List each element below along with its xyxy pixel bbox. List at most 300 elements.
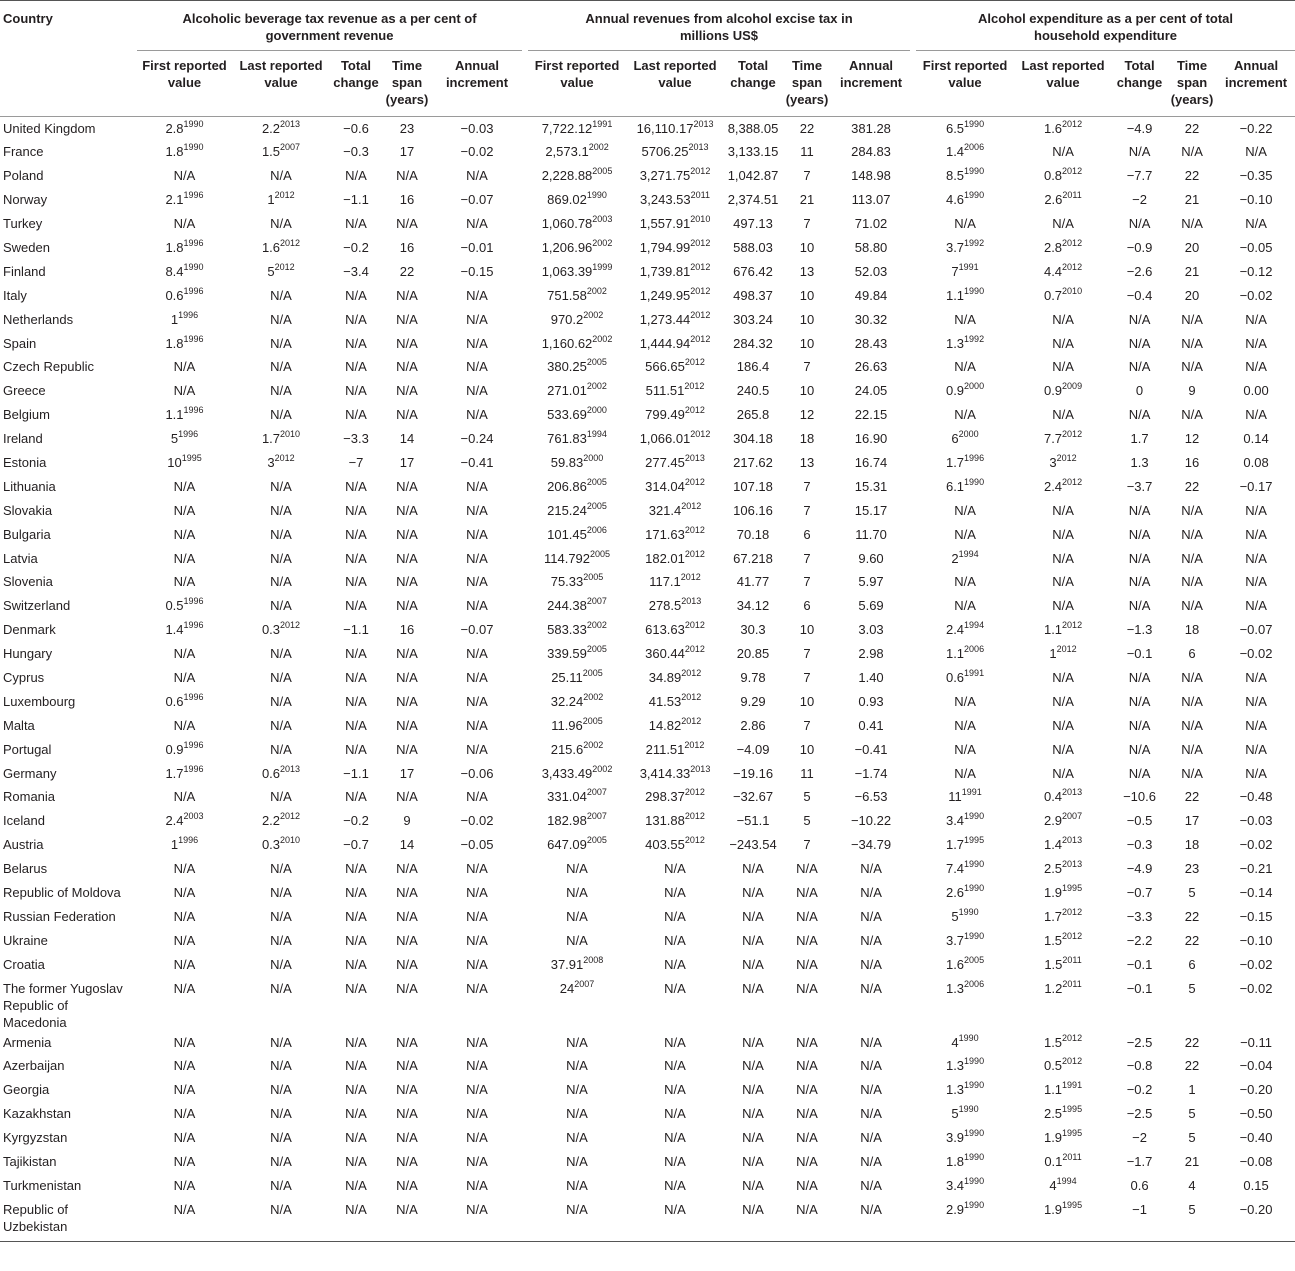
cell-value: 3,433.49 [541,765,593,781]
country-cell: Norway [3,192,48,208]
cell-value: N/A [1128,669,1151,685]
cell-value: 1.4 [165,622,184,638]
value-cell [832,523,910,547]
value-cell [724,666,782,690]
cell-value: N/A [1052,574,1074,590]
value-cell [432,260,522,284]
value-cell [724,1054,782,1078]
cell-value: 15.17 [854,502,888,518]
year-superscript: 2012 [280,237,301,248]
cell-value: 1.5 [1044,956,1063,972]
value-cell [330,833,382,857]
value-cell [782,1150,832,1174]
year-superscript: 1992 [964,333,985,344]
cell-value: N/A [1128,526,1151,542]
value-cell [832,714,910,738]
value-cell [382,1031,432,1055]
value-cell [1167,1150,1217,1174]
value-cell [724,547,782,571]
cell-value: N/A [664,1154,686,1170]
value-cell [832,117,910,141]
value-cell [330,427,382,451]
value-cell [432,785,522,809]
cell-value: N/A [742,1154,764,1170]
value-cell [528,379,626,403]
table-row [0,977,1295,1031]
value-cell [382,379,432,403]
value-cell [1112,260,1167,284]
cell-value: N/A [270,574,292,590]
cell-value: N/A [396,1034,418,1050]
cell-value: 18 [1184,837,1200,853]
table-row [0,403,1295,427]
year-superscript: 2013 [1062,787,1083,798]
value-cell [330,1150,382,1174]
value-cell [1112,1174,1167,1198]
value-cell [137,594,232,618]
value-cell [626,1198,724,1242]
value-cell [382,594,432,618]
cell-value: 2.98 [858,646,884,662]
value-cell [1112,809,1167,833]
year-superscript: 2012 [684,381,705,392]
value-cell [330,1031,382,1055]
cell-value: 1.8 [945,1154,965,1170]
value-cell [432,738,522,762]
cell-value: 1.1 [1043,622,1063,638]
cell-value: −0.15 [460,263,494,279]
cell-value: N/A [270,1154,292,1170]
value-cell [528,260,626,284]
value-cell [528,212,626,236]
table-row [0,308,1295,332]
year-superscript: 1990 [964,119,985,129]
table-row [0,236,1295,260]
cell-value: 1.4 [945,144,965,160]
cell-value: N/A [345,1130,367,1146]
value-cell [832,594,910,618]
cell-value: N/A [1052,741,1074,757]
cell-value: N/A [173,383,196,399]
cell-value: N/A [742,908,764,924]
value-cell [1014,188,1112,212]
value-cell [1217,762,1295,786]
cell-value: N/A [796,861,818,877]
value-cell [724,690,782,714]
cell-value: N/A [1052,693,1074,709]
value-cell [232,260,330,284]
value-cell [1112,690,1167,714]
value-cell [528,1174,626,1198]
value-cell [382,260,432,284]
value-cell [1014,475,1112,499]
cell-value: N/A [466,932,488,948]
column-header: Last reported value [239,58,323,90]
value-cell [1167,451,1217,475]
cell-value: N/A [566,1058,588,1074]
value-cell [626,929,724,953]
value-cell [1217,1198,1295,1242]
country-cell: Kazakhstan [3,1106,71,1122]
cell-value: 4 [1188,1177,1196,1193]
cell-value: 3.9 [945,1130,965,1146]
cell-value: N/A [345,359,367,375]
cell-value: N/A [466,407,488,423]
country-cell: Greece [3,383,46,399]
cell-value: 1 [1188,1082,1196,1098]
country-column-header: Country [0,1,137,109]
cell-value: N/A [173,1201,196,1217]
value-cell [330,403,382,427]
value-cell [782,642,832,666]
value-cell [782,809,832,833]
cell-value: 20 [1184,239,1200,255]
value-cell [916,188,1014,212]
value-cell [724,618,782,642]
value-cell [782,977,832,1031]
value-cell [382,1078,432,1102]
cell-value: 1.8 [165,335,184,351]
cell-value: N/A [345,885,367,900]
cell-value: 1,273.44 [639,311,691,327]
value-cell [832,666,910,690]
value-cell [916,284,1014,308]
country-cell: Czech Republic [3,359,95,375]
value-cell [528,1078,626,1102]
value-cell [1014,881,1112,905]
value-cell [626,117,724,141]
cell-value: 106.16 [733,502,773,518]
value-cell [1217,809,1295,833]
value-cell [232,714,330,738]
value-cell [432,523,522,547]
cell-value: −3.3 [343,431,369,447]
value-cell [1217,451,1295,475]
year-superscript: 2002 [592,237,613,248]
value-cell [1014,642,1112,666]
cell-value: N/A [345,741,367,757]
value-cell [832,236,910,260]
value-cell [916,1102,1014,1126]
value-cell [832,188,910,212]
year-superscript: 2012 [684,405,705,416]
value-cell [137,1102,232,1126]
value-cell [1167,403,1217,427]
value-cell [782,260,832,284]
value-cell [528,977,626,1031]
value-cell [1014,236,1112,260]
cell-value: 10 [799,311,815,327]
value-cell [1112,332,1167,356]
cell-value: N/A [860,1082,882,1098]
cell-value: N/A [742,1106,764,1122]
value-cell [137,929,232,953]
value-cell [724,714,782,738]
value-cell [724,809,782,833]
cell-value: N/A [860,1177,882,1193]
value-cell [382,117,432,141]
value-cell [1014,1198,1112,1242]
cell-value: 1.1 [1043,1082,1063,1098]
cell-value: −0.02 [1239,646,1273,662]
table-row [0,1198,1295,1242]
cell-value: N/A [173,478,196,494]
value-cell [916,117,1014,141]
year-superscript: 2012 [684,476,705,487]
year-superscript: 2011 [1062,190,1082,201]
value-cell [832,857,910,881]
value-cell [916,857,1014,881]
value-cell [626,379,724,403]
value-cell [137,1054,232,1078]
value-cell [528,236,626,260]
column-header: First reported value [534,58,620,90]
cell-value: −3.3 [1126,908,1153,924]
cell-value: 2.5 [1043,1106,1063,1122]
value-cell [626,427,724,451]
value-cell [232,1174,330,1198]
year-superscript: 2012 [280,811,301,822]
value-cell [916,929,1014,953]
year-superscript: 1990 [964,166,985,177]
value-cell [1112,236,1167,260]
value-cell [832,332,910,356]
cell-value: 3 [267,454,275,470]
cell-value: 5 [1188,1130,1196,1146]
year-superscript: 2012 [681,691,702,702]
cell-value: N/A [270,789,292,805]
value-cell [1217,785,1295,809]
cell-value: 16,110.17 [636,121,694,136]
cell-value: 339.59 [547,646,587,662]
value-cell [724,427,782,451]
cell-value: 331.04 [547,789,587,805]
cell-value: N/A [1181,526,1203,542]
cell-value: −3.7 [1126,478,1153,494]
cell-value: 217.62 [733,454,773,470]
value-cell [382,164,432,188]
cell-value: 2.5 [1043,861,1063,877]
cell-value: 1.7 [1130,431,1149,447]
cell-value: N/A [270,168,292,184]
year-superscript: 1996 [183,237,204,248]
year-superscript: 2013 [280,119,301,129]
cell-value: N/A [1245,598,1267,614]
value-cell [330,618,382,642]
value-cell [432,1102,522,1126]
country-cell: Russian Federation [3,908,116,924]
cell-value: 5706.25 [641,144,689,160]
cell-value: 0.41 [858,717,884,733]
cell-value: N/A [1128,741,1151,757]
value-cell [916,690,1014,714]
year-superscript: 2010 [280,835,301,846]
cell-value: 0 [1135,383,1144,399]
value-cell [137,953,232,977]
cell-value: N/A [396,646,418,662]
cell-value: 2.4 [1043,478,1063,494]
cell-value: −0.03 [460,121,494,136]
cell-value: 28.43 [854,335,888,351]
value-cell [1217,188,1295,212]
value-cell [1014,618,1112,642]
value-cell [1112,379,1167,403]
cell-value: 2.6 [1044,192,1063,208]
cell-value: N/A [742,885,764,900]
cell-value: 34.89 [648,669,682,685]
value-cell [232,762,330,786]
cell-value: N/A [396,932,418,948]
country-cell: Iceland [3,813,45,829]
column-header: Annual increment [1224,58,1288,90]
group-header-tax-revenue: Alcoholic beverage tax revenue as a per cent of government revenue [137,1,522,51]
value-cell [528,523,626,547]
value-cell [1167,212,1217,236]
cell-value: N/A [396,526,418,542]
value-cell [916,332,1014,356]
value-cell [1112,1078,1167,1102]
year-superscript: 2012 [681,715,702,726]
cell-value: 0.6 [165,693,184,709]
value-cell [832,1054,910,1078]
cell-value: N/A [1181,598,1203,614]
column-header: Annual increment [445,58,509,90]
country-cell: United Kingdom [3,121,96,136]
value-cell [832,403,910,427]
value-cell [432,1126,522,1150]
year-superscript: 1995 [1062,1104,1083,1115]
cell-value: 799.49 [645,407,685,423]
cell-value: N/A [466,311,488,327]
cell-value: 22 [1184,1058,1200,1074]
value-cell [724,738,782,762]
cell-value: N/A [954,526,976,542]
value-cell [626,308,724,332]
value-cell [232,833,330,857]
value-cell [232,1198,330,1242]
value-cell [232,690,330,714]
value-cell [626,355,724,379]
year-superscript: 2012 [684,620,705,631]
value-cell [1014,427,1112,451]
cell-value: N/A [345,598,367,614]
value-cell [137,547,232,571]
value-cell [232,1102,330,1126]
value-cell [528,451,626,475]
value-cell [916,547,1014,571]
value-cell [1217,547,1295,571]
value-cell [1014,1150,1112,1174]
cell-value: 58.80 [854,239,888,255]
value-cell [528,1102,626,1126]
cell-value: N/A [1052,359,1074,375]
cell-value: −0.06 [460,765,494,781]
cell-value: 0.15 [1243,1177,1269,1193]
cell-value: 5 [1188,1106,1196,1122]
value-cell [782,881,832,905]
value-cell [724,140,782,164]
value-cell [1167,547,1217,571]
value-cell [137,403,232,427]
country-cell: Turkey [3,216,43,232]
cell-value: 0.9 [165,741,184,757]
cell-value: N/A [1128,311,1151,327]
year-superscript: 2005 [586,835,607,846]
cell-value: N/A [173,574,196,590]
cell-value: N/A [1181,359,1203,375]
value-cell [916,666,1014,690]
value-cell [232,642,330,666]
value-cell [1014,212,1112,236]
cell-value: 11.96 [551,717,583,733]
value-cell [330,547,382,571]
cell-value: 5 [803,789,811,805]
year-superscript: 1995 [181,452,202,463]
cell-value: N/A [396,168,418,184]
cell-value: N/A [173,1034,196,1050]
value-cell [382,857,432,881]
year-superscript: 2010 [280,429,301,440]
value-cell [528,284,626,308]
value-cell [432,308,522,332]
cell-value: 7.7 [1043,431,1063,447]
cell-value: 5 [1188,1201,1196,1217]
cell-value: N/A [173,550,196,566]
value-cell [232,212,330,236]
cell-value: N/A [742,1201,764,1217]
cell-value: N/A [466,980,488,996]
value-cell [1112,1054,1167,1078]
cell-value: N/A [466,550,488,566]
value-cell [232,236,330,260]
value-cell [382,785,432,809]
value-cell [528,953,626,977]
value-cell [137,690,232,714]
value-cell [232,905,330,929]
cell-value: N/A [466,717,488,733]
table-row [0,929,1295,953]
value-cell [137,117,232,141]
cell-value: N/A [796,980,818,996]
value-cell [1014,905,1112,929]
cell-value: 10 [799,383,815,399]
value-cell [782,785,832,809]
value-cell [916,642,1014,666]
cell-value: 6 [803,598,811,614]
year-superscript: 1996 [183,285,204,296]
year-superscript: 2012 [684,644,705,655]
value-cell [626,953,724,977]
value-cell [1217,284,1295,308]
cell-value: N/A [396,311,418,327]
value-cell [1014,833,1112,857]
cell-value: N/A [466,693,488,709]
value-cell [626,499,724,523]
value-cell [1112,666,1167,690]
cell-value: 10 [799,741,815,757]
value-cell [626,785,724,809]
group-header-row [0,1,1295,51]
cell-value: N/A [466,861,488,877]
year-superscript: 2005 [586,500,607,511]
value-cell [1112,738,1167,762]
value-cell [382,188,432,212]
cell-value: N/A [270,335,292,351]
year-superscript: 1990 [958,1104,979,1115]
country-cell: Poland [3,168,44,184]
value-cell [232,785,330,809]
cell-value: 101.45 [547,526,587,542]
